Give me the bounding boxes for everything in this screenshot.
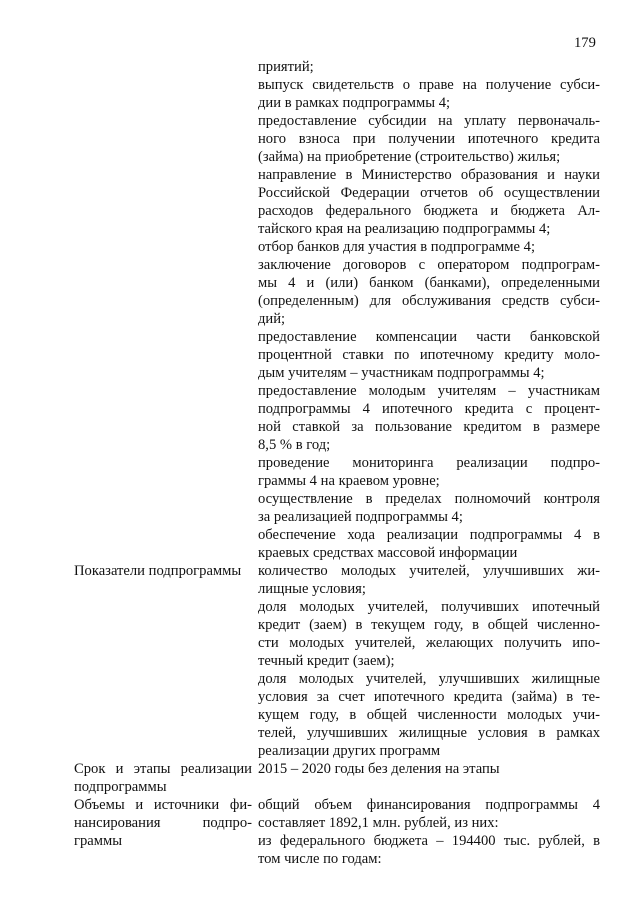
content-column xyxy=(258,796,600,868)
text-line: обеспечение хода реализации подпрограммы 4 в xyxy=(258,527,600,543)
paragraph xyxy=(258,328,600,382)
row-label xyxy=(74,760,252,796)
text-line: доля молодых учителей, получивших ипотечный xyxy=(258,599,600,615)
paragraph xyxy=(258,490,600,526)
text-line: подпрограммы 4 ипотечного кредита с процент- xyxy=(258,401,600,417)
paragraph xyxy=(258,256,600,328)
content-column xyxy=(258,562,600,760)
paragraph xyxy=(258,382,600,454)
text-line: реализации других программ xyxy=(258,743,441,759)
text-line: краевых средствах массовой информации xyxy=(258,545,518,561)
text-line: (займа) на приобретение (строительство) жилья; xyxy=(258,149,561,165)
text-line: 8,5 % в год; xyxy=(258,437,331,453)
paragraph xyxy=(258,670,600,760)
paragraph xyxy=(258,562,600,598)
paragraph xyxy=(258,598,600,670)
text-line: том числе по годам: xyxy=(258,851,382,867)
text-line: предоставление компенсации части банковской xyxy=(258,329,600,345)
text-line: предоставление субсидии на уплату первоначаль- xyxy=(258,113,600,129)
paragraph xyxy=(258,238,600,256)
text-line: дий; xyxy=(258,311,286,327)
content-column xyxy=(258,58,600,562)
text-line: Российской Федерации отчетов об осуществлении xyxy=(258,185,600,201)
label-line: Объемы и источники фи- xyxy=(74,797,252,813)
text-line: тайского края на реализацию подпрограммы 4; xyxy=(258,221,551,237)
text-line: граммы 4 на краевом уровне; xyxy=(258,473,440,489)
text-line: приятий; xyxy=(258,59,314,75)
paragraph xyxy=(258,58,600,76)
text-line: 2015 – 2020 годы без деления на этапы xyxy=(258,761,500,777)
paragraph xyxy=(258,166,600,238)
row-label xyxy=(74,796,252,850)
paragraph xyxy=(258,112,600,166)
paragraph xyxy=(258,76,600,112)
label-line: подпрограммы xyxy=(74,779,167,795)
row-label xyxy=(74,562,252,580)
paragraph xyxy=(258,526,600,562)
paragraph xyxy=(258,454,600,490)
text-line: общий объем финансирования подпрограммы 4 xyxy=(258,797,600,813)
text-line: осуществление в пределах полномочий контроля xyxy=(258,491,600,507)
content-column xyxy=(258,760,600,778)
text-line: ной ставкой за пользование кредитом в размере xyxy=(258,419,600,435)
text-line: процентной ставки по ипотечному кредиту моло- xyxy=(258,347,600,363)
text-line: кредит (заем) в текущем году, в общей численно- xyxy=(258,617,600,633)
text-line: кущем году, в общей численности молодых учи- xyxy=(258,707,600,723)
text-line: за реализацией подпрограммы 4; xyxy=(258,509,463,525)
text-line: дым учителям – участникам подпрограммы 4; xyxy=(258,365,545,381)
text-line: из федерального бюджета – 194400 тыс. рублей, в xyxy=(258,833,600,849)
text-line: выпуск свидетельств о праве на получение субси- xyxy=(258,77,600,93)
text-line: ного взноса при получении ипотечного кредита xyxy=(258,131,600,147)
label-line: нансирования подпро- xyxy=(74,815,252,831)
text-line: направление в Министерство образования и науки xyxy=(258,167,600,183)
text-line: отбор банков для участия в подпрограмме 4; xyxy=(258,239,536,255)
text-line: предоставление молодым учителям – участникам xyxy=(258,383,600,399)
text-line: лищные условия; xyxy=(258,581,366,597)
paragraph xyxy=(258,832,600,868)
text-line: течный кредит (заем); xyxy=(258,653,395,669)
text-line: количество молодых учителей, улучшивших жи- xyxy=(258,563,600,579)
text-line: дии в рамках подпрограммы 4; xyxy=(258,95,451,111)
text-line: доля молодых учителей, улучшивших жилищные xyxy=(258,671,600,687)
label-line: Срок и этапы реализации xyxy=(74,761,252,777)
text-line: телей, улучшивших жилищные условия в рамках xyxy=(258,725,600,741)
page-number: 179 xyxy=(574,35,596,51)
label-line: Показатели подпрограммы xyxy=(74,563,242,579)
label-line: граммы xyxy=(74,833,123,849)
text-line: составляет 1892,1 млн. рублей, из них: xyxy=(258,815,499,831)
text-line: (определенным) для обслуживания средств субси- xyxy=(258,293,600,309)
paragraph xyxy=(258,760,600,778)
text-line: мы 4 и (или) банком (банками), определенными xyxy=(258,275,600,291)
text-line: заключение договоров с оператором подпрограм- xyxy=(258,257,600,273)
text-line: проведение мониторинга реализации подпро- xyxy=(258,455,600,471)
text-line: условия за счет ипотечного кредита (займа) в те- xyxy=(258,689,600,705)
paragraph xyxy=(258,796,600,832)
text-line: сти молодых учителей, желающих получить ипо- xyxy=(258,635,600,651)
text-line: расходов федерального бюджета и бюджета Ал- xyxy=(258,203,600,219)
